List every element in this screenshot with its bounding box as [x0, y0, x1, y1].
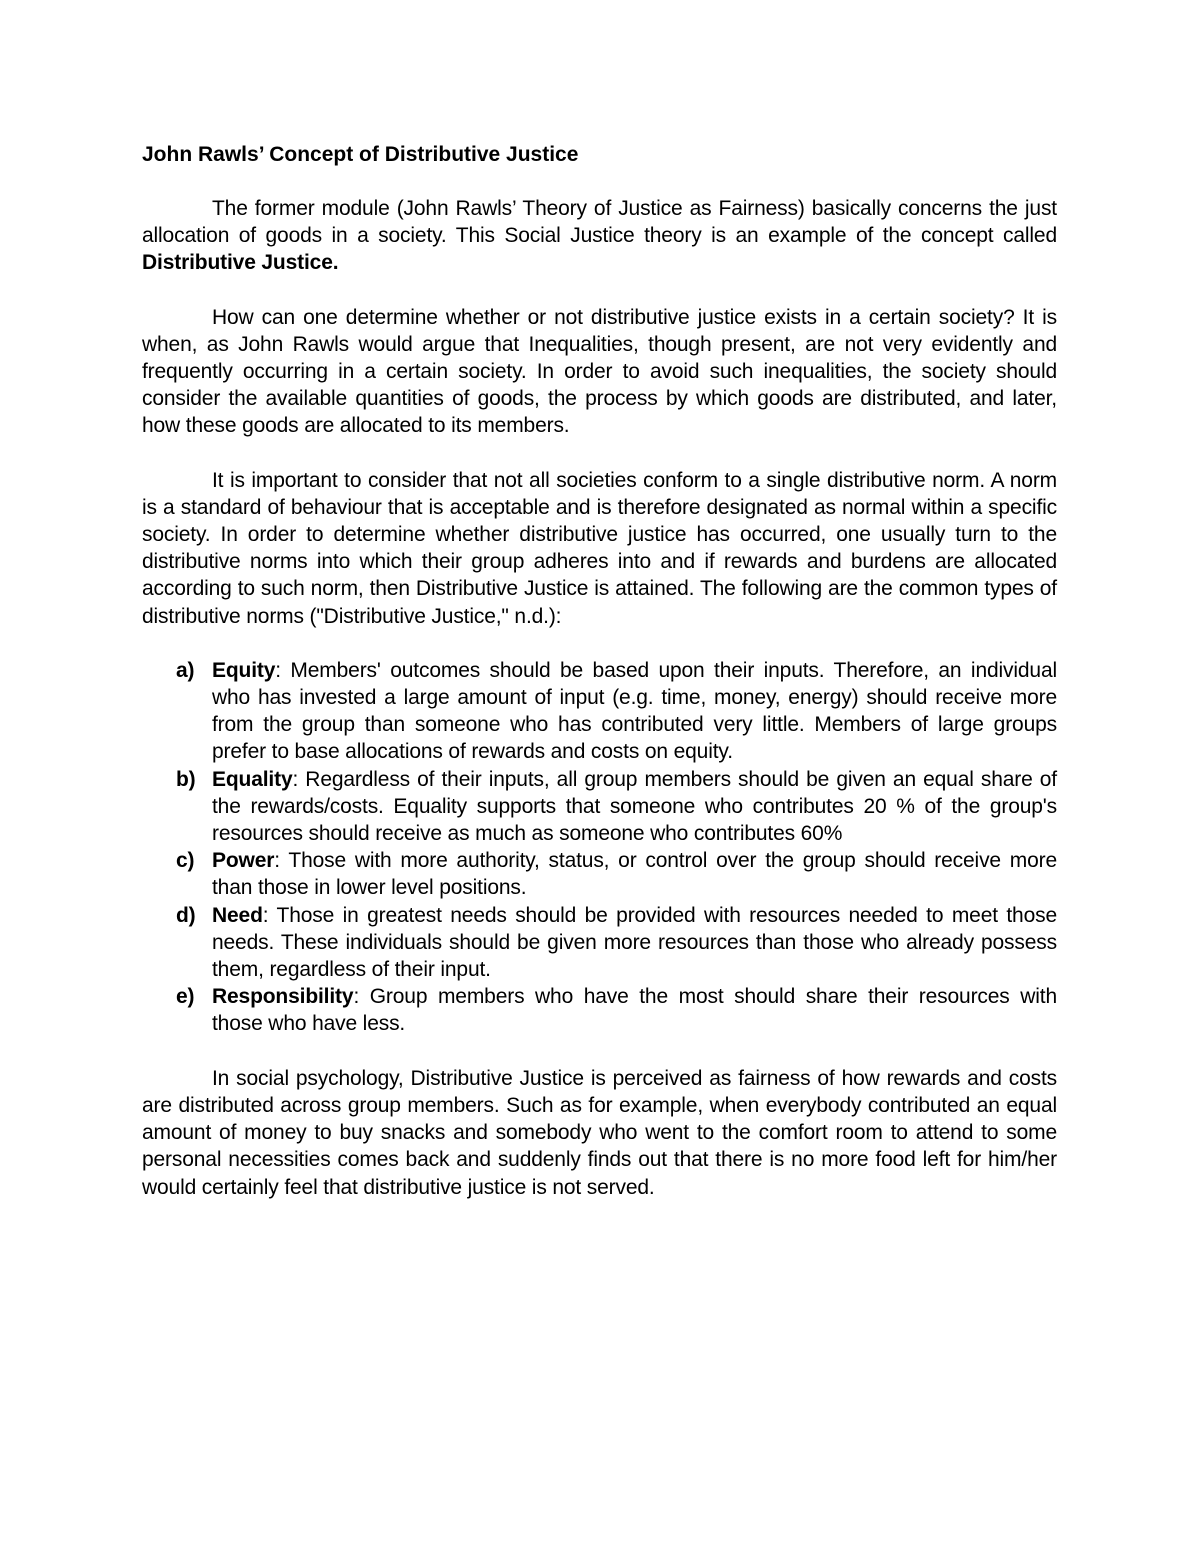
- norm-name: Equity: [212, 658, 276, 682]
- paragraph-intro: [142, 195, 1057, 277]
- paragraph-text: It is important to consider that not all societies conform to a single distributive norm. A norm is a standard of behaviour that is acceptable and is therefore designated as normal within a specific society. In order to determine whether distributive justice has occurred, one usually turn to the distributive norms into which their group adheres into and if rewards and burdens are allocated according to such norm, then Distributive Justice is attained. The following are the common types of distributive norms ("Distributive Justice," n.d.):: [142, 468, 1057, 628]
- paragraph-social-psychology: [142, 1065, 1057, 1201]
- norm-description: : Those with more authority, status, or control over the group should receive more than those in lower level positions.: [212, 849, 1057, 900]
- norm-item-equality: [142, 766, 1057, 848]
- document-title: John Rawls’ Concept of Distributive Justice: [142, 143, 579, 166]
- document-page: [142, 141, 1057, 1228]
- norm-description: : Those in greatest needs should be provided with resources needed to meet those needs. These individuals should be given more resources than those who already possess them, regardless of their input.: [212, 903, 1057, 982]
- norm-description: : Group members who have the most should share their resources with those who have less.: [212, 985, 1057, 1036]
- norm-name: Equality: [212, 767, 293, 791]
- norm-name: Power: [212, 849, 275, 873]
- norm-name: Responsibility: [212, 985, 354, 1009]
- norm-name: Need: [212, 903, 263, 927]
- list-marker: c): [176, 849, 195, 873]
- paragraph-determination: [142, 304, 1057, 440]
- paragraph-text: How can one determine whether or not distributive justice exists in a certain society? It is when, as John Rawls would argue that Inequalities, though present, are not very evidently and frequently occurring in a certain society. In order to avoid such inequalities, the society should consider the available quantities of goods, the process by which goods are distributed, and later, how these goods are allocated to its members.: [142, 305, 1057, 438]
- norm-item-responsibility: [142, 983, 1057, 1037]
- list-marker: d): [176, 903, 196, 927]
- norms-list: [142, 657, 1057, 1038]
- norm-item-equity: [142, 657, 1057, 766]
- norm-item-power: [142, 847, 1057, 901]
- list-marker: b): [176, 767, 196, 791]
- norm-description: : Regardless of their inputs, all group members should be given an equal share of the rewards/costs. Equality supports that someone who contributes 20 % of the group's resources should receive as much as someone who contributes 60%: [212, 767, 1057, 846]
- norm-item-need: [142, 902, 1057, 984]
- list-marker: e): [176, 985, 195, 1009]
- norm-description: : Members' outcomes should be based upon their inputs. Therefore, an individual who has invested a large amount of input (e.g. time, money, energy) should receive more from the group than someone who has contributed very little. Members of large groups prefer to base allocations of rewards and costs on equity.: [212, 658, 1057, 764]
- paragraph-text: The former module (John Rawls’ Theory of Justice as Fairness) basically concerns the just allocation of goods in a society. This Social Justice theory is an example of the concept called: [142, 197, 1057, 248]
- list-marker: a): [176, 658, 195, 682]
- bold-term: Distributive Justice.: [142, 251, 339, 275]
- paragraph-norms-intro: [142, 467, 1057, 630]
- paragraph-text: In social psychology, Distributive Justice is perceived as fairness of how rewards and costs are distributed across group members. Such as for example, when everybody contributed an equal amount of money to buy snacks and somebody who went to the comfort room to attend to some personal necessities comes back and suddenly finds out that there is no more food left for him/her would certainly feel that distributive justice is not served.: [142, 1066, 1057, 1199]
